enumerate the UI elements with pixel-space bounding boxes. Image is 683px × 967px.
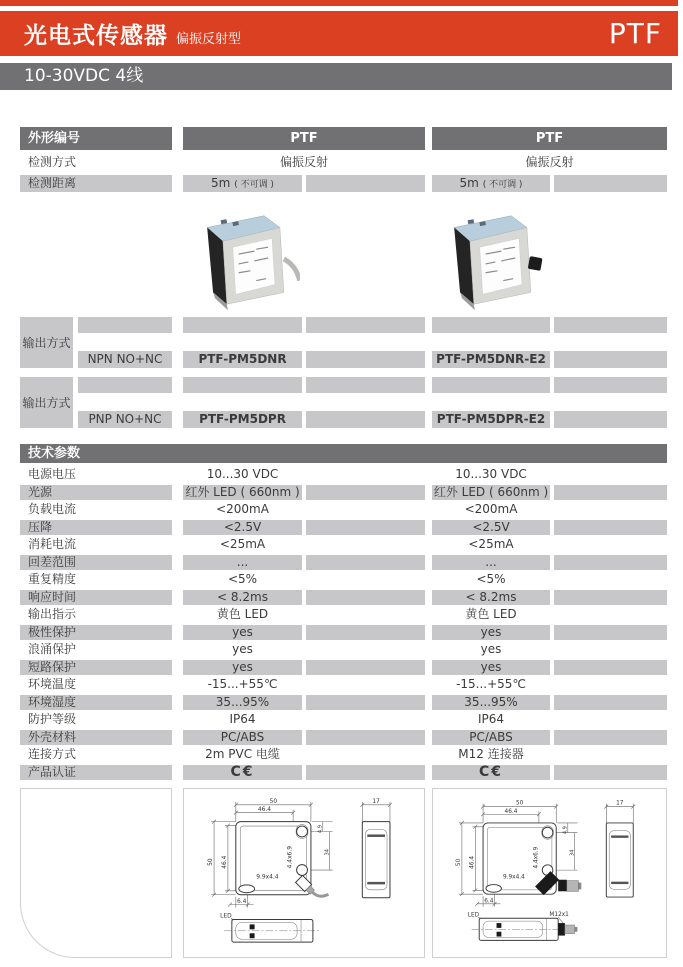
sensor-m12-connector	[528, 256, 543, 271]
spec-value-col1: yes	[183, 625, 302, 640]
dim-slot-bottom: 9.9x4.4	[502, 874, 525, 881]
detection-method-label: 检测方式	[28, 155, 77, 169]
spec-row-consumption	[0, 536, 683, 554]
dim-height-outer: 50	[455, 858, 462, 867]
output-block-pnp	[0, 377, 683, 428]
dim-width-inner: 46.4	[257, 807, 272, 814]
spec-label: 光源	[20, 485, 172, 500]
spec-subcell	[554, 555, 667, 570]
spec-subcell	[554, 765, 667, 780]
output-cell-empty	[554, 411, 667, 428]
spec-value-col2: PC/ABS	[432, 730, 550, 745]
blank-rounded-panel	[20, 788, 172, 958]
spec-value-col2: <2.5V	[432, 520, 550, 535]
spec-value-col1: PC/ABS	[183, 730, 302, 745]
spec-value-col2: 红外 LED ( 660nm )	[433, 484, 549, 499]
side-view	[606, 823, 633, 897]
output-mode-npn: NPN NO+NC	[78, 351, 172, 368]
page-subtitle: 偏振反射型	[176, 32, 242, 47]
spec-subcell	[554, 537, 667, 552]
spec-subcell	[306, 520, 425, 535]
output-cell-top	[554, 377, 667, 393]
dim-height-inner: 46.4	[221, 855, 228, 869]
spec-value-col1: 10...30 VDC	[206, 467, 279, 481]
output-cell-empty	[306, 351, 425, 368]
dim-depth: 17	[372, 798, 380, 805]
spec-value-col2: < 8.2ms	[432, 590, 550, 605]
sensor-top-detail	[221, 219, 227, 224]
range-value: 5m	[211, 176, 231, 190]
spec-subcell	[306, 572, 425, 587]
sensor-top-detail	[468, 219, 474, 224]
sensor-label	[233, 238, 275, 294]
spec-row-short-circuit-protection	[0, 659, 683, 677]
spec-value-col2: M12 连接器	[458, 747, 524, 761]
m12-label: M12x1	[549, 911, 569, 918]
output-cell-top	[432, 377, 550, 393]
spec-row-light-source	[0, 484, 683, 502]
output-cell-top	[306, 377, 425, 393]
output-sub-top	[78, 317, 172, 333]
range-note: ( 不可调 )	[234, 180, 274, 190]
spec-subcell	[306, 730, 425, 745]
output-mode-label: 输出方式	[20, 317, 73, 368]
output-cell-top	[306, 317, 425, 333]
spec-subcell	[554, 572, 667, 587]
spec-label: 防护等级	[28, 712, 77, 726]
spec-subcell	[306, 607, 425, 622]
detection-method-col2: 偏振反射	[525, 155, 574, 169]
output-cell-top	[183, 317, 302, 333]
voltage-banner: 10-30VDC 4线	[0, 63, 672, 90]
spec-label: 外壳材料	[20, 730, 172, 745]
ce-mark-col2: C€	[432, 765, 550, 780]
dim-slot-bottom: 9.9x4.4	[256, 874, 279, 881]
spec-row-power	[0, 466, 683, 484]
dim-width-inner: 46.4	[504, 808, 518, 815]
spec-label: 电源电压	[28, 467, 77, 481]
led-label: LED	[220, 913, 232, 920]
dim-width-outer: 50	[269, 798, 278, 805]
ce-mark-col1: C€	[183, 765, 302, 780]
range-value: 5m	[459, 176, 479, 190]
spec-value-col2: ...	[432, 555, 550, 570]
spec-value-col1: yes	[183, 660, 302, 675]
spec-row-ambient-humidity	[0, 694, 683, 712]
spec-table	[0, 466, 683, 781]
spec-label: 重复精度	[28, 572, 77, 586]
spec-subcell	[306, 695, 425, 710]
spec-value-col1: 黄色 LED	[216, 607, 269, 621]
detection-method-row	[0, 152, 683, 172]
spec-subcell	[554, 590, 667, 605]
spec-value-col2: -15...+55℃	[456, 677, 526, 691]
dimension-drawing-connector	[433, 789, 666, 957]
top-accent-strip	[0, 0, 678, 6]
spec-value-col1: -15...+55℃	[207, 677, 278, 691]
dimension-drawing-cable	[184, 789, 424, 957]
model-number-col1: PTF-PM5DPR	[183, 411, 302, 428]
spec-label: 浪涌保护	[28, 642, 77, 656]
output-mode-label: 输出方式	[20, 377, 73, 428]
spec-value-col1: 红外 LED ( 660nm )	[183, 485, 302, 500]
dim-height-outer: 50	[208, 858, 215, 866]
spec-subcell	[554, 730, 667, 745]
spec-value-col2: yes	[432, 660, 550, 675]
spec-row-repeatability	[0, 571, 683, 589]
spec-subcell	[306, 537, 425, 552]
column-header-row	[0, 127, 683, 150]
dim-bottom-offset: 6.4	[237, 899, 247, 906]
spec-subcell	[306, 502, 425, 517]
dim-height-inner: 46.4	[469, 855, 476, 869]
spec-label: 压降	[20, 520, 172, 535]
spec-subcell	[554, 607, 667, 622]
output-sub-top	[78, 377, 172, 393]
output-cell-top	[432, 317, 550, 333]
spec-value-col2: <25mA	[468, 537, 514, 551]
spec-subcell	[554, 467, 667, 482]
shape-code-header: 外形编号	[20, 127, 172, 150]
spec-row-protection-rating	[0, 711, 683, 729]
spec-subcell	[306, 590, 425, 605]
spec-value-col2: IP64	[477, 712, 505, 726]
detection-method-col1: 偏振反射	[279, 155, 328, 169]
spec-subcell	[554, 502, 667, 517]
sensor-label	[480, 238, 522, 294]
spec-subcell	[554, 712, 667, 727]
output-cell-empty	[554, 351, 667, 368]
detection-range-col2	[432, 175, 550, 192]
side-view	[362, 822, 390, 898]
model-number-col2: PTF-PM5DPR-E2	[432, 411, 550, 428]
spec-subcell	[306, 467, 425, 482]
spec-subcell	[306, 677, 425, 692]
spec-value-col1: <200mA	[216, 502, 269, 516]
dim-hole-offset: 4.9	[317, 824, 324, 834]
spec-row-certification	[0, 764, 683, 782]
spec-subcell	[306, 485, 425, 500]
spec-label: 环境温度	[28, 677, 77, 691]
spec-label: 环境湿度	[20, 695, 172, 710]
spec-row-polarity-protection	[0, 624, 683, 642]
detection-range-label: 检测距离	[20, 175, 172, 192]
spec-row-ambient-temperature	[0, 676, 683, 694]
spec-subcell	[306, 747, 425, 762]
spec-row-output-indicator	[0, 606, 683, 624]
spec-value-col2: 黄色 LED	[465, 607, 517, 621]
spec-label: 短路保护	[20, 660, 172, 675]
output-cell-top	[554, 317, 667, 333]
dim-hole-spacing: 34	[324, 848, 331, 856]
output-mode-pnp: PNP NO+NC	[78, 411, 172, 428]
product-code: PTF	[608, 17, 662, 50]
dim-bottom-offset: 6.4	[484, 898, 494, 905]
spec-label: 极性保护	[20, 625, 172, 640]
model-number-col2: PTF-PM5DNR-E2	[432, 351, 550, 368]
spec-row-response-time	[0, 589, 683, 607]
spec-value-col1: IP64	[229, 712, 256, 726]
spec-label: 输出指示	[28, 607, 77, 621]
spec-row-housing-material	[0, 729, 683, 747]
spec-value-col1: yes	[232, 642, 253, 656]
spec-subcell	[306, 555, 425, 570]
spec-label: 回差范围	[20, 555, 172, 570]
detection-range-col2-sub	[554, 175, 667, 192]
spec-value-col1: < 8.2ms	[183, 590, 302, 605]
spec-subcell	[554, 747, 667, 762]
spec-value-col1: <5%	[227, 572, 258, 586]
spec-subcell	[306, 642, 425, 657]
page-title: 光电式传感器	[24, 23, 168, 49]
spec-label: 产品认证	[20, 765, 172, 780]
bottom-view	[224, 919, 321, 942]
spec-value-col1: 2m PVC 电缆	[205, 747, 280, 761]
detection-range-row	[0, 175, 683, 192]
detection-range-col1	[183, 175, 302, 192]
spec-value-col2: <200mA	[464, 502, 518, 516]
output-block-npn	[0, 317, 683, 368]
spec-subcell	[554, 660, 667, 675]
dim-slot-top: 4.4x6.9	[533, 846, 540, 869]
spec-subcell	[554, 485, 667, 500]
spec-value-col2: yes	[432, 625, 550, 640]
spec-row-voltage-drop	[0, 519, 683, 537]
spec-value-col2: 10...30 VDC	[455, 467, 527, 481]
spec-label: 连接方式	[28, 747, 77, 761]
spec-subcell	[306, 660, 425, 675]
spec-subcell	[554, 625, 667, 640]
sensor-cable	[284, 259, 300, 281]
spec-subcell	[306, 765, 425, 780]
detection-range-col1-sub	[306, 175, 425, 192]
spec-value-col2: 35...95%	[432, 695, 550, 710]
spec-value-col1: <25mA	[219, 537, 266, 551]
spec-row-surge-protection	[0, 641, 683, 659]
range-note: ( 不可调 )	[482, 180, 523, 190]
dim-hole-spacing: 34	[569, 849, 576, 856]
spec-value-col1: ...	[183, 555, 302, 570]
model-number-col1: PTF-PM5DNR	[183, 351, 302, 368]
spec-label: 响应时间	[20, 590, 172, 605]
spec-subcell	[554, 695, 667, 710]
spec-row-hysteresis	[0, 554, 683, 572]
led-label: LED	[467, 912, 480, 919]
main-header	[0, 11, 678, 56]
dim-hole-offset: 4.9	[562, 826, 569, 835]
spec-value-col1: <2.5V	[183, 520, 302, 535]
spec-row-connection	[0, 746, 683, 764]
dimension-drawing-box-cable	[183, 788, 425, 958]
spec-subcell	[306, 625, 425, 640]
spec-subcell	[554, 677, 667, 692]
spec-row-load-current	[0, 501, 683, 519]
spec-value-col2: yes	[480, 642, 502, 656]
spec-subcell	[554, 642, 667, 657]
output-cell-top	[183, 377, 302, 393]
dim-width-outer: 50	[515, 800, 524, 807]
spec-label: 消耗电流	[28, 537, 77, 551]
dim-slot-top: 4.4x6.9	[287, 846, 294, 869]
tech-params-section-header: 技术参数	[20, 444, 667, 463]
dim-depth: 17	[616, 800, 624, 807]
output-cell-empty	[306, 411, 425, 428]
spec-subcell	[306, 712, 425, 727]
col1-header: PTF	[183, 127, 425, 150]
spec-label: 负载电流	[28, 502, 77, 516]
product-photo-connector-version	[437, 202, 547, 315]
dimension-drawing-box-connector	[432, 788, 667, 958]
spec-value-col1: 35...95%	[183, 695, 302, 710]
spec-value-col2: <5%	[476, 572, 506, 586]
col2-header: PTF	[432, 127, 667, 150]
product-photo-cable-version	[190, 202, 300, 315]
spec-subcell	[554, 520, 667, 535]
